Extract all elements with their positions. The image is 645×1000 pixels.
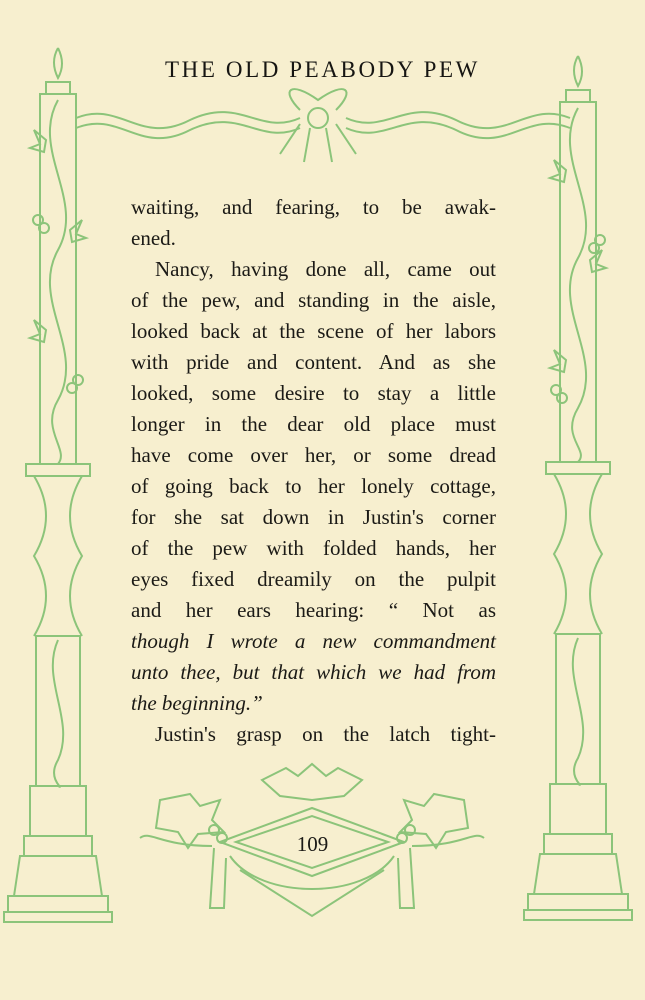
body-text: [131, 192, 496, 750]
text-line: and her ears hearing: “ Not as: [131, 598, 496, 622]
text-line: the beginning.”: [131, 691, 263, 715]
page-number: 109: [296, 832, 329, 856]
text-line: Justin's grasp on the latch tight-: [155, 722, 496, 746]
text-line: of the pew, and standing in the aisle,: [131, 288, 496, 312]
bow-icon: [290, 89, 347, 110]
text-line: of the pew with folded hands, her: [131, 536, 496, 560]
text-line: have come over her, or some dread: [131, 443, 496, 467]
running-head: THE OLD PEABODY PEW: [165, 57, 480, 82]
text-line: Nancy, having done all, came out: [155, 257, 496, 281]
text-line: though I wrote a new commandment: [131, 629, 496, 653]
text-line: ened.: [131, 226, 176, 250]
text-line: looked back at the scene of her labors: [131, 319, 496, 343]
text-line: with pride and content. And as she: [131, 350, 496, 374]
text-line: looked, some desire to stay a little: [131, 381, 496, 405]
text-line: unto thee, but that which we had from: [131, 660, 496, 684]
text-line: eyes fixed dreamily on the pulpit: [131, 567, 496, 591]
text-line: for she sat down in Justin's corner: [131, 505, 496, 529]
text-line: waiting, and fearing, to be awak-: [131, 195, 496, 219]
text-line: longer in the dear old place must: [131, 412, 496, 436]
text-line: of going back to her lonely cottage,: [131, 474, 496, 498]
holly-top-icon: [262, 764, 362, 800]
